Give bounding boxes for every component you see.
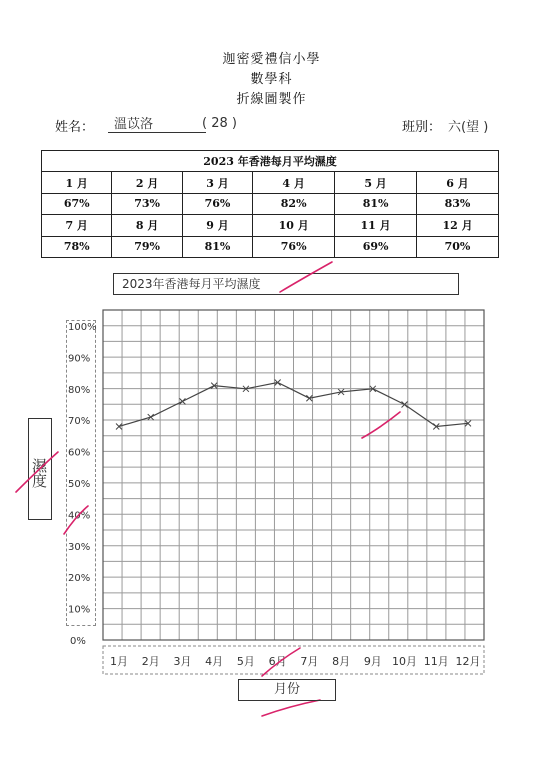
table-cell: 7 月 <box>42 215 112 236</box>
chart-grid <box>103 310 484 640</box>
x-tick-label: 9月 <box>363 655 382 668</box>
table-cell: 10 月 <box>253 215 335 236</box>
name-label: 姓名： <box>55 120 95 135</box>
worksheet-title: 折線圖製作 <box>236 92 307 107</box>
x-tick-label: 1月 <box>110 655 128 668</box>
y-tick-label: 30% <box>68 541 91 553</box>
y-tick-label: 60% <box>68 447 91 459</box>
x-tick-label: 5月 <box>236 655 255 668</box>
x-tick-label: 3月 <box>173 655 192 668</box>
y-tick-label: 40% <box>68 510 91 522</box>
table-cell: 76% <box>182 193 252 214</box>
table-cell: 8 月 <box>112 215 182 236</box>
y-ticks <box>68 322 97 647</box>
check-mark <box>262 700 320 716</box>
table-cell: 76% <box>253 236 335 257</box>
table-cell: 12 月 <box>417 215 499 236</box>
table-cell: 81% <box>182 236 252 257</box>
table-cell: 9 月 <box>182 215 252 236</box>
table-cell: 83% <box>417 193 499 214</box>
table-cell: 70% <box>417 236 499 257</box>
table-cell: 78% <box>42 236 112 257</box>
y-tick-label: 70% <box>68 416 91 428</box>
x-tick-label: 12月 <box>455 655 481 668</box>
table-cell: 4 月 <box>253 172 335 193</box>
subject-name: 數學科 <box>250 72 293 87</box>
y-tick-label: 50% <box>68 479 91 490</box>
check-mark <box>16 452 58 492</box>
class-value: 六(望 ) <box>448 120 489 135</box>
table-cell: 11 月 <box>335 215 417 236</box>
y-tick-label: 10% <box>68 604 91 616</box>
y-tick-label: 20% <box>68 573 91 585</box>
x-tick-label: 7月 <box>300 655 319 668</box>
table-cell: 6 月 <box>417 172 499 193</box>
x-tick-label: 8月 <box>332 655 351 668</box>
class-number: ( 28 ) <box>202 116 237 131</box>
y-axis-label: 濕度 <box>28 418 52 520</box>
table-cell: 1 月 <box>42 172 112 193</box>
class-label: 班別： <box>402 120 442 135</box>
x-tick-label: 4月 <box>205 655 224 668</box>
y-tick-label: 80% <box>68 384 91 396</box>
y-tick-label: 0% <box>70 636 86 647</box>
table-cell: 73% <box>112 193 182 214</box>
x-tick-label: 6月 <box>268 655 287 668</box>
table-cell: 81% <box>335 193 417 214</box>
x-tick-label: 10月 <box>392 655 418 668</box>
x-axis-label: 月份 <box>238 679 336 701</box>
name-value: 溫苡洛 <box>108 113 206 133</box>
data-point <box>179 398 185 404</box>
table-cell: 69% <box>335 236 417 257</box>
table-cell: 2 月 <box>112 172 182 193</box>
y-tick-label: 90% <box>68 353 91 365</box>
x-ticks <box>103 646 484 674</box>
x-tick-label: 2月 <box>141 655 160 668</box>
check-mark <box>280 262 332 292</box>
chart-title: 2023年香港每月平均濕度 <box>113 273 459 295</box>
table-cell: 82% <box>253 193 335 214</box>
table-cell: 67% <box>42 193 112 214</box>
table-title: 2023 年香港每月平均濕度 <box>42 151 499 172</box>
x-tick-label: 11月 <box>423 655 449 668</box>
table-cell: 5 月 <box>335 172 417 193</box>
school-name: 迦密愛禮信小學 <box>222 52 321 67</box>
table-cell: 3 月 <box>182 172 252 193</box>
table-cell: 79% <box>112 236 182 257</box>
check-mark <box>362 412 400 438</box>
y-tick-label: 100% <box>68 322 97 333</box>
